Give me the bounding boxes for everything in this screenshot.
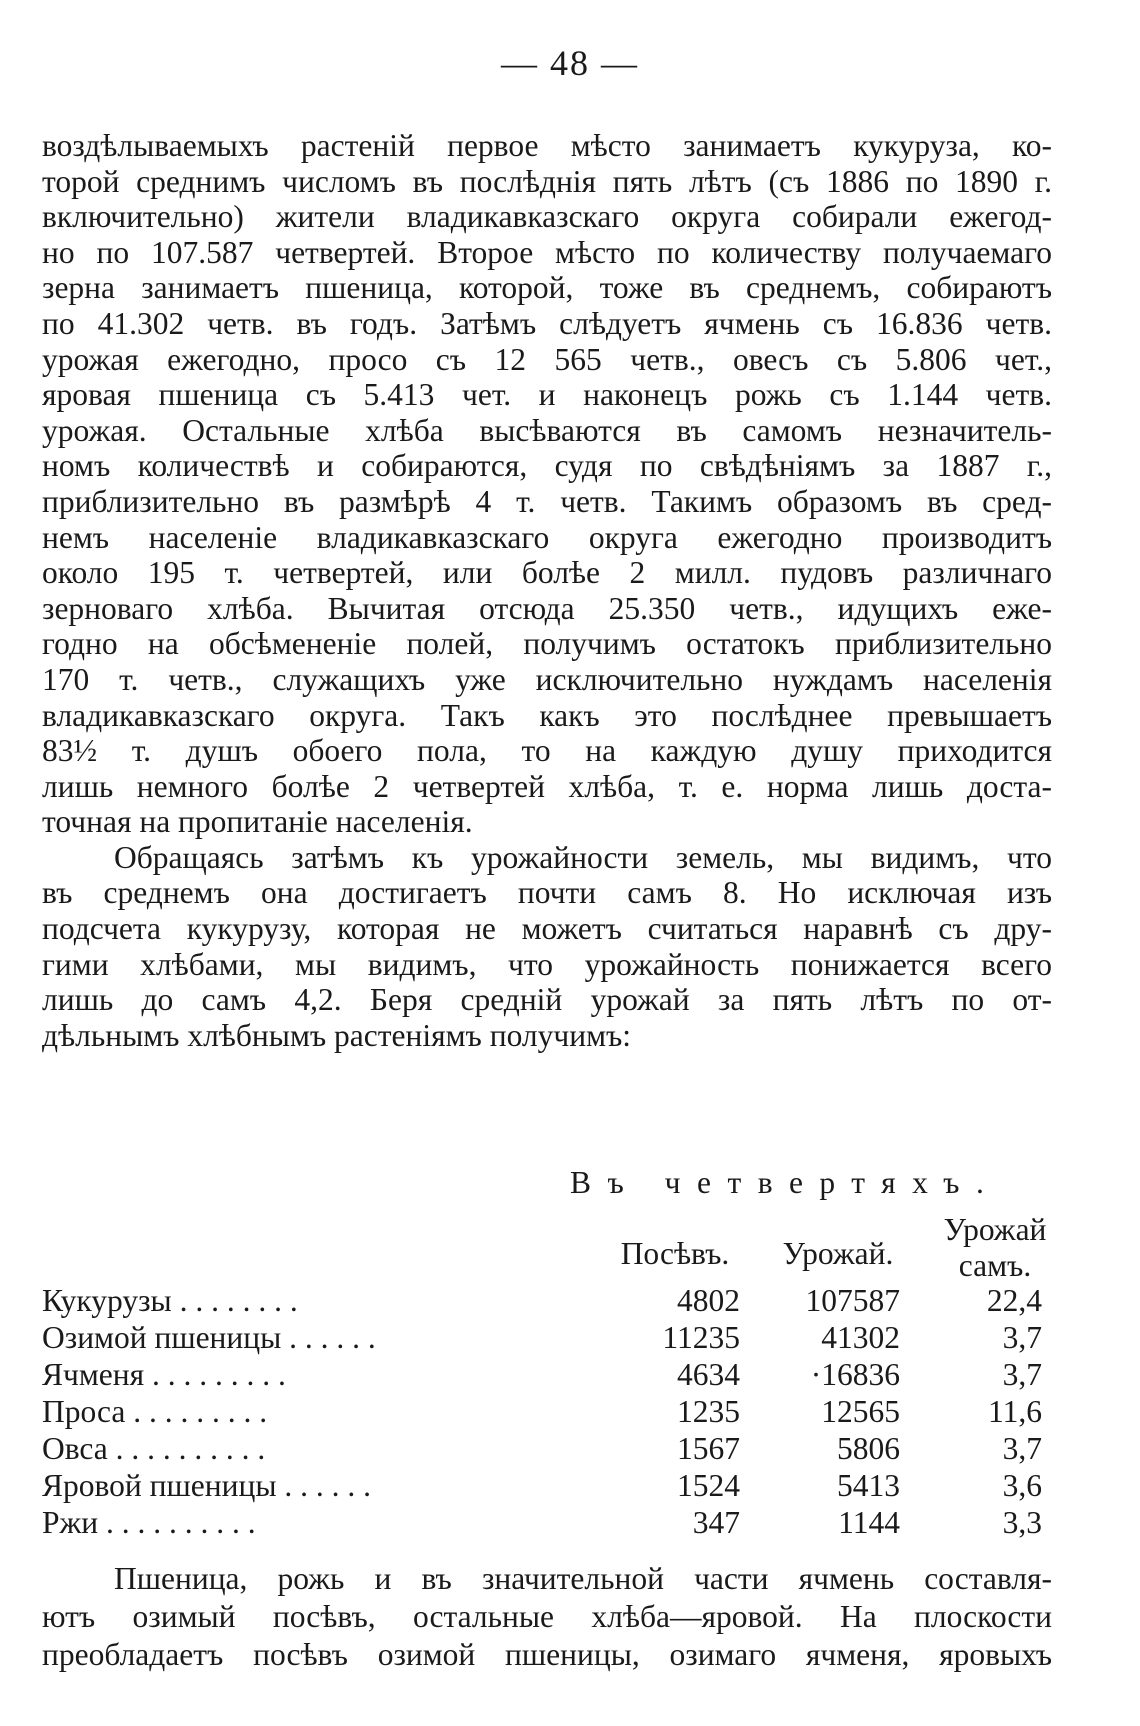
cell-sowing: 347 [692,1505,740,1540]
column-header-sowing: Посѣвъ. [620,1236,730,1271]
text-line: яровая пшеница съ 5.413 чет. и наконецъ рожь съ 1.144 четв. [42,377,1052,413]
cell-harvest: 107587 [805,1283,900,1318]
text-line: годно на обсѣмененіе полей, получимъ остатокъ приблизительно [42,626,1052,662]
text-line: подсчета кукурузу, которая не можетъ считаться наравнѣ съ дру- [42,911,1052,947]
cell-yield: 3,7 [1002,1357,1042,1392]
text-line: дѣльнымъ хлѣбнымъ растеніямъ получимъ: [42,1017,632,1053]
cell-sowing: 1524 [677,1468,740,1503]
row-label: Овса . . . . . . . . . . [42,1431,266,1466]
text-line: немъ населеніе владикавказскаго округа ежегодно производитъ [42,519,1052,555]
paragraph-1 [42,128,1052,1053]
text-line: зерна занимаетъ пшеница, которой, тоже въ среднемъ, собираютъ [42,270,1052,306]
text-line: Пшеница, рожь и въ значительной части ячмень составля- [114,1561,1052,1596]
table-row [42,1504,1052,1541]
table-row [42,1282,1052,1319]
cell-harvest: 5413 [837,1468,900,1503]
cell-harvest: 1144 [838,1505,900,1540]
text-line: преобладаетъ посѣвъ озимой пшеницы, озимаго ячменя, яровыхъ [42,1637,1052,1672]
text-line: 170 т. четв., служащихъ уже исключительно нуждамъ населенія [42,661,1052,697]
cell-sowing: 4802 [677,1283,740,1318]
text-line: ютъ озимый посѣвъ, остальные хлѣба—яровой. На плоскости [42,1599,1052,1634]
cell-yield: 11,6 [988,1394,1042,1429]
cell-sowing: 1567 [677,1431,740,1466]
text-line: зерноваго хлѣба. Вычитая отсюда 25.350 четв., идущихъ еже- [42,590,1052,626]
text-line: урожая ежегодно, просо съ 12 565 четв., овесъ съ 5.806 чет., [42,341,1052,377]
text-line: приблизительно въ размѣрѣ 4 т. четв. Такимъ образомъ въ сред- [42,483,1052,519]
cell-sowing: 1235 [677,1394,740,1429]
text-line: по 41.302 четв. въ годъ. Затѣмъ слѣдуетъ ячмень съ 16.836 четв. [42,305,1052,341]
text-line: воздѣлываемыхъ растеній первое мѣсто занимаетъ кукуруза, ко- [42,128,1052,163]
cell-harvest: 12565 [821,1394,900,1429]
cell-harvest: 5806 [837,1431,900,1466]
text-line: номъ количествѣ и собираются, судя по свѣдѣніямъ за 1887 г., [42,448,1052,484]
table-title: Въ четвертяхъ. [570,1165,1001,1200]
cell-harvest: ·16836 [810,1357,900,1392]
text-line: владикавказскаго округа. Такъ какъ это послѣднее превышаетъ [42,697,1052,733]
text-line: гими хлѣбами, мы видимъ, что урожайность понижается всего [42,946,1052,982]
text-line: 83½ т. душъ обоего пола, то на каждую душу приходится [42,733,1052,769]
table-row [42,1467,1052,1504]
cell-yield: 3,7 [1002,1320,1042,1355]
cell-yield: 22,4 [986,1283,1042,1318]
row-label: Озимой пшеницы . . . . . . [42,1320,376,1355]
text-line: Обращаясь затѣмъ къ урожайности земель, мы видимъ, что [114,839,1052,875]
row-label: Ячменя . . . . . . . . . [42,1357,286,1392]
text-line: торой среднимъ числомъ въ послѣднія пять лѣтъ (съ 1886 по 1890 г. [42,163,1052,199]
cell-yield: 3,7 [1002,1431,1042,1466]
row-label: Ржи . . . . . . . . . . [42,1505,256,1540]
row-label: Кукурузы . . . . . . . . [42,1283,298,1318]
column-header-yield-line2: самъ. [958,1248,1032,1283]
text-line: лишь немного болѣе 2 четвертей хлѣба, т. е. норма лишь доста- [42,768,1052,804]
row-label: Проса . . . . . . . . . [42,1394,268,1429]
text-line: включительно) жители владикавказскаго округа собирали ежегод- [42,199,1052,235]
text-line: въ среднемъ она достигаетъ почти самъ 8. Но исключая изъ [42,875,1052,911]
text-line: лишь до самъ 4,2. Беря средній урожай за пять лѣтъ по от- [42,982,1052,1018]
text-line: около 195 т. четвертей, или болѣе 2 милл. пудовъ различнаго [42,555,1052,591]
table-row [42,1393,1052,1430]
cell-sowing: 11235 [662,1320,740,1355]
table-row [42,1356,1052,1393]
text-line: но по 107.587 четвертей. Второе мѣсто по количеству получаемаго [42,234,1052,270]
text-line: урожая. Остальные хлѣба высѣваются въ самомъ незначитель- [42,412,1052,448]
row-label: Яровой пшеницы . . . . . . [42,1468,371,1503]
cell-harvest: 41302 [821,1320,900,1355]
cell-yield: 3,3 [1002,1505,1042,1540]
column-header-yield-line1: Урожай [943,1212,1047,1247]
column-header-yield [930,1212,1060,1284]
cell-yield: 3,6 [1002,1468,1042,1503]
table-row [42,1319,1052,1356]
cell-sowing: 4634 [677,1357,740,1392]
crop-table [42,1282,1052,1541]
page-number: — 48 — [501,43,639,83]
paragraph-3 [42,1560,1052,1674]
column-header-harvest: Урожай. [782,1236,894,1271]
text-line: точная на пропитаніе населенія. [42,804,473,840]
table-row [42,1430,1052,1467]
